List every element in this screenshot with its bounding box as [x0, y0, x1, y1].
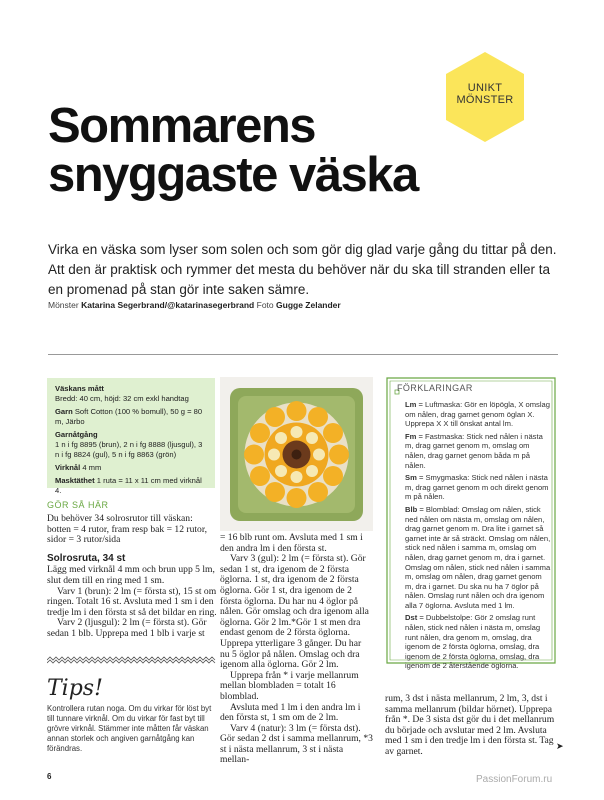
credits-pattern-label: Mönster	[48, 300, 79, 310]
yarn-value: Soft Cotton (100 % bomull), 50 g = 80 m, Järbo	[55, 407, 203, 426]
continue-arrow-icon: ➤	[556, 741, 564, 751]
instructions-paragraph: Varv 2 (ljusgul): 2 lm (= första st). Gör sedan 1 blb. Upprepa med 1 blb i varje st	[47, 617, 207, 639]
tips-title: Tips!	[47, 676, 103, 701]
instructions-heading: GÖR SÅ HÄR	[47, 500, 109, 510]
size-label: Väskans mått	[55, 384, 104, 393]
explanations-list	[405, 400, 551, 674]
intro-paragraph: Virka en väska som lyser som solen och som gör dig glad varje gång du tittar på den. Att den är praktisk och rymmer det mesta du behöver när du ska till stranden eller ta en promenad på stan gör inte saken sämre.	[48, 242, 557, 297]
instructions-paragraph: = 16 blb runt om. Avsluta med 1 sm i den andra lm i den första st.	[220, 532, 363, 554]
badge-line1: UNIKT	[467, 82, 503, 94]
watermark: PassionForum.ru	[476, 774, 553, 785]
gauge-value: 1 ruta = 11 x 11 cm med virknål 4.	[55, 476, 202, 495]
term: Blb	[405, 504, 418, 514]
credits-line	[48, 300, 563, 310]
instructions-column-3	[385, 694, 558, 758]
crochet-square-photo	[220, 377, 373, 531]
term: Fm	[405, 431, 417, 441]
explanation-item	[405, 432, 551, 470]
credits-photo-label: Foto	[256, 300, 274, 310]
instructions-column-1	[47, 514, 217, 640]
definition: = Dubbelstolpe: Gör 2 omslag runt nålen, stick ned nålen i nästa m, omslag runt nålen, dra genom m, omslag, dra igenom de 2 första öglorna, omslag, dra igenom de 2 första öglorna, omslag, dra igenom de 2 återstående öglorna.	[405, 613, 541, 671]
explanations-heading: FÖRKLARINGAR	[397, 383, 473, 393]
hook-label: Virknål	[55, 463, 81, 472]
title-line1: Sommarens	[48, 99, 316, 153]
explanation-item	[405, 473, 551, 502]
definition: = Blomblad: Omslag om nålen, stick ned nålen om nästa m, omslag om nålen, drag garnet genom m. Dra lite i garnet så garnet inte är så sträckt. Omslag om nålen, stick ned nålen i samma m, omslag om nålen, drag garnet genom m, dra i garnet. Omslag om nålen, stick ned nålen i samma m, omslag om nålen, drag garnet genom m, dra i garnet. Du ska nu ha 7 öglor på nålen. Omslag runt nålen och dra igenom alla 7 öglorna. Avsluta med 1 lm.	[405, 504, 551, 610]
section-title: Solrosruta, 34 st	[47, 552, 126, 564]
title-line2: snyggaste väska	[48, 148, 418, 202]
instructions-paragraph: Avsluta med 1 lm i den andra lm i den första st, 1 sm om de 2 lm.	[220, 701, 361, 724]
size-value: Bredd: 40 cm, höjd: 32 cm exkl handtag	[55, 394, 189, 403]
specs-box	[47, 378, 215, 495]
explanation-item	[405, 400, 551, 429]
instructions-intro: Du behöver 34 solrosrutor till väskan: botten = 4 rutor, fram resp bak = 12 rutor, sidor = 3 rutor/sida	[47, 513, 208, 546]
hook-value: 4 mm	[82, 463, 102, 472]
definition: = Smygmaska: Stick ned nålen i nästa m, drag garnet genom m och direkt genom m på nålen.	[405, 473, 549, 502]
instructions-column-2	[220, 533, 373, 766]
zigzag-divider	[47, 656, 217, 664]
explanations-box	[385, 376, 557, 671]
yarn-label: Garn	[55, 407, 73, 416]
term: Dst	[405, 613, 418, 623]
page-number: 6	[47, 772, 52, 781]
term: Lm	[405, 400, 417, 409]
definition: = Luftmaska: Gör en löpögla, X omslag om nålen, drag garnet genom öglan X. Upprepa X X till önskat antal lm.	[405, 400, 550, 429]
explanation-item	[405, 505, 551, 611]
credits-photographer: Gugge Zelander	[276, 300, 341, 310]
instructions-paragraph: Varv 4 (natur): 3 lm (= första dst). Gör sedan 2 dst i samma mellanrum, *3 st i nästa mellanrum, 3 st i nästa mellan-	[220, 722, 373, 766]
amount-value: 1 n i fg 8895 (brun), 2 n i fg 8888 (ljusgul), 3 n i fg 8824 (gul), 5 n i fg 8863 (grön)	[55, 440, 203, 459]
instructions-paragraph: Upprepa från * i varje mellanrum mellan blombladen = totalt 16 blomblad.	[220, 669, 359, 702]
gauge-label: Masktäthet	[55, 476, 95, 485]
credits-designer: Katarina Segerbrand/@katarinasegerbrand	[81, 300, 255, 310]
definition: = Fastmaska: Stick ned nålen i nästa m, drag garnet genom m, omslag om nålen, drag garnet genom båda m på nålen.	[405, 431, 543, 470]
instructions-paragraph: Lägg med virknål 4 mm och brun upp 5 lm, slut dem till en ring med 1 sm.	[47, 564, 215, 586]
instructions-paragraph: rum, 3 dst i nästa mellanrum, 2 lm, 3, dst i samma mellanrum (bildar hörnet). Upprepa från *. De 3 sista dst gör du i det mellanrum du började och avslutar med 2 lm. Avsluta med 1 sm i den tredje lm i den första st. Tag av garnet.	[385, 693, 555, 757]
divider	[48, 354, 558, 355]
instructions-paragraph: Varv 1 (brun): 2 lm (= första st), 15 st om ringen. Totalt 16 st. Avsluta med 1 sm i den tredje lm i den första st så det bildar en ring.	[47, 585, 217, 618]
term: Sm	[405, 473, 417, 483]
badge-line2: MÖNSTER	[456, 94, 514, 106]
instructions-paragraph: Varv 3 (gul): 2 lm (= första st). Gör sedan 1 st, dra igenom de 2 första öglorna. 1 st, dra igenom de 2 första öglorna. Gör 1 st, dra igenom de 2 första öglorna. Du har nu 4 öglor på nålen. Gör omslag och dra igenom alla öglorna. Gör 2 lm.*Gör 1 st men dra endast genom de 2 första öglorna. Upprepa ytterligare 3 gånger. Du har nu 5 öglor på nålen. Omslag och dra igenom alla öglorna. Gör 2 lm.	[220, 553, 369, 671]
amount-label: Garnåtgång	[55, 430, 98, 439]
tips-text: Kontrollera rutan noga. Om du virkar för löst byt till tunnare virknål. Om du virkar för fast byt till grövre virknål. Stämmer inte måtten får väskan annan storlek och angiven garnåtgång kan förändras.	[47, 704, 212, 753]
explanation-item	[405, 613, 551, 671]
